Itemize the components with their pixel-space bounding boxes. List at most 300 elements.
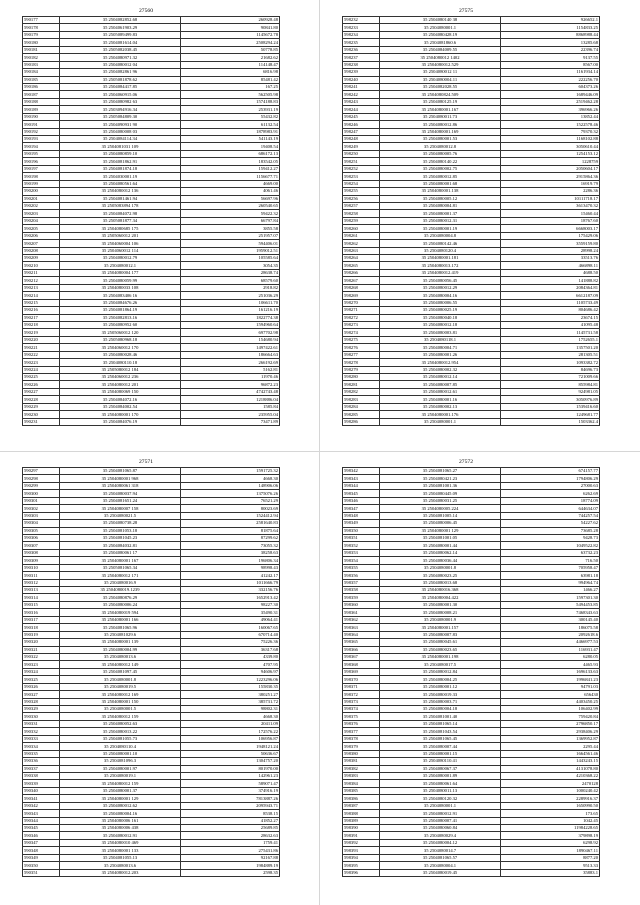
account-code-cell: 35 2504081065.87 <box>60 468 181 475</box>
table-row <box>343 646 600 653</box>
table-row <box>23 217 280 224</box>
row-id-cell: 598367 <box>343 653 380 660</box>
row-id-cell: 598396 <box>343 869 380 876</box>
account-code-cell: 35 2504060012 236 <box>60 374 181 381</box>
row-id-cell: 598384 <box>343 780 380 787</box>
row-id-cell: 590338 <box>23 772 60 779</box>
table-row <box>343 520 600 527</box>
amount-cell: 562505.98 <box>181 91 280 98</box>
table-row <box>343 691 600 698</box>
amount-cell: 1145731.58 <box>501 329 600 336</box>
account-code-cell: 35 2504080001 166 <box>60 616 181 623</box>
table-row <box>343 247 600 254</box>
row-id-cell: 598245 <box>343 113 380 120</box>
table-row <box>343 269 600 276</box>
ledger-table <box>22 16 280 426</box>
account-code-cell: 35 2504080012.91 <box>380 810 501 817</box>
account-code-cell: 35 2504080001.89 <box>380 772 501 779</box>
row-id-cell: 590186 <box>23 83 60 90</box>
account-code-cell: 35 2504081065.45 <box>380 735 501 742</box>
table-row <box>343 411 600 418</box>
amount-cell: 175429.06 <box>501 232 600 239</box>
table-row <box>23 631 280 638</box>
ledger-table <box>22 467 280 877</box>
row-id-cell: 598249 <box>343 143 380 150</box>
amount-cell: 41242.17 <box>181 572 280 579</box>
table-row <box>23 728 280 735</box>
account-code-cell: 35 2504080007.83 <box>380 631 501 638</box>
table-row <box>343 743 600 750</box>
amount-cell: 1145672.78 <box>181 31 280 38</box>
row-id-cell: 598358 <box>343 587 380 594</box>
account-code-cell: 35 2504084009.55 <box>380 46 501 53</box>
account-code-cell: 35 2504083406 16 <box>60 292 181 299</box>
amount-cell: 4688.50 <box>501 269 600 276</box>
amount-cell: 9137.55 <box>501 54 600 61</box>
amount-cell: 1652913.42 <box>181 594 280 601</box>
account-code-cell: 35 2504081045.23 <box>60 534 181 541</box>
table-row <box>343 720 600 727</box>
amount-cell: 6280.05 <box>501 653 600 660</box>
table-row <box>23 344 280 351</box>
row-id-cell: 598372 <box>343 691 380 698</box>
table-row <box>23 329 280 336</box>
row-id-cell: 590194 <box>23 143 60 150</box>
table-row <box>23 247 280 254</box>
amount-cell: 2519462.28 <box>501 98 600 105</box>
table-row <box>343 631 600 638</box>
account-code-cell: 35 2504080952 60 <box>60 321 181 328</box>
amount-cell: 73685.28 <box>501 527 600 534</box>
row-id-cell: 598232 <box>343 17 380 24</box>
table-row <box>343 403 600 410</box>
amount-cell: 4061.46 <box>181 188 280 195</box>
account-code-cell: 35 2504080012.84 <box>380 668 501 675</box>
row-id-cell: 598286 <box>343 418 380 425</box>
amount-cell: 4403450.25 <box>501 698 600 705</box>
table-row <box>343 128 600 135</box>
row-id-cell: 590196 <box>23 158 60 165</box>
table-row <box>23 557 280 564</box>
table-row <box>343 825 600 832</box>
row-id-cell: 598345 <box>343 490 380 497</box>
amount-cell: 4668.30 <box>181 713 280 720</box>
amount-cell: 1524412.94 <box>181 512 280 519</box>
page-title: 27560 <box>139 8 153 14</box>
table-row <box>343 787 600 794</box>
account-code-cell: 35 2504080012.29 <box>380 284 501 291</box>
account-code-cell: 35 2504080125.19 <box>380 98 501 105</box>
row-id-cell: 598258 <box>343 210 380 217</box>
row-id-cell: 598354 <box>343 557 380 564</box>
account-code-cell: 35 2504080069 150 <box>60 388 181 395</box>
table-row <box>343 307 600 314</box>
amount-cell: 98802.31 <box>181 706 280 713</box>
amount-cell: 68579.60 <box>181 277 280 284</box>
amount-cell: 11970.46 <box>181 374 280 381</box>
table-row <box>23 321 280 328</box>
amount-cell: 148906.06 <box>181 482 280 489</box>
account-code-cell: 35 2504080031.25 <box>380 497 501 504</box>
table-row <box>343 706 600 713</box>
amount-cell: 1223296.06 <box>181 676 280 683</box>
row-id-cell: 598362 <box>343 616 380 623</box>
table-row <box>343 698 600 705</box>
table-row <box>23 76 280 83</box>
table-row <box>23 113 280 120</box>
row-id-cell: 598383 <box>343 772 380 779</box>
account-code-cell: 35 2504080056.45 <box>380 277 501 284</box>
table-row <box>23 314 280 321</box>
row-id-cell: 598392 <box>343 839 380 846</box>
account-code-cell: 35 2504080029.4 <box>380 832 501 839</box>
row-id-cell: 590337 <box>23 765 60 772</box>
table-row <box>343 587 600 594</box>
table-row <box>23 624 280 631</box>
account-code-cell: 35 2504080140 38 <box>380 17 501 24</box>
table-row <box>343 482 600 489</box>
account-code-cell: 35 2504082852.68 <box>60 17 181 24</box>
row-id-cell: 590327 <box>23 691 60 698</box>
amount-cell: 161216.19 <box>181 307 280 314</box>
table-row <box>23 594 280 601</box>
row-id-cell: 590345 <box>23 825 60 832</box>
table-row <box>343 374 600 381</box>
ledger-page-bottom-left <box>22 457 278 877</box>
account-code-cell: 35 2504080013.68 <box>380 579 501 586</box>
row-id-cell: 598351 <box>343 534 380 541</box>
table-row <box>343 344 600 351</box>
table-row <box>343 173 600 180</box>
amount-cell: 4131078.80 <box>501 765 600 772</box>
table-row <box>343 683 600 690</box>
account-code-cell: 35 2504080040.18 <box>380 314 501 321</box>
row-id-cell: 598254 <box>343 180 380 187</box>
account-code-cell: 35 2504030001.19 <box>60 173 181 180</box>
table-row <box>23 299 280 306</box>
account-code-cell: 35 2504080118.1 <box>380 336 501 343</box>
row-id-cell: 598348 <box>343 512 380 519</box>
account-code-cell: 35 2505060012 120 <box>60 329 181 336</box>
amount-cell: 41095.48 <box>501 321 600 328</box>
amount-cell: 1503362.4 <box>501 418 600 425</box>
row-id-cell: 590315 <box>23 601 60 608</box>
row-id-cell: 598237 <box>343 54 380 61</box>
row-id-cell: 590219 <box>23 329 60 336</box>
amount-cell: 2470128 <box>501 780 600 787</box>
account-code-cell: 35 2504080001.157 <box>380 624 501 631</box>
account-code-cell: 35 2504080001.53 <box>380 136 501 143</box>
table-row <box>23 24 280 31</box>
row-id-cell: 598379 <box>343 743 380 750</box>
account-code-cell: 35 2504080012.1 <box>60 262 181 269</box>
amount-cell: 105585.64 <box>181 255 280 262</box>
table-row <box>343 534 600 541</box>
table-row <box>343 624 600 631</box>
table-row <box>23 17 280 24</box>
row-id-cell: 590304 <box>23 520 60 527</box>
amount-cell: 18767.60 <box>501 217 600 224</box>
table-row <box>343 202 600 209</box>
amount-cell: 1168102.88 <box>501 136 600 143</box>
row-id-cell: 590339 <box>23 780 60 787</box>
row-id-cell: 590297 <box>23 468 60 475</box>
amount-cell: 3855.58 <box>181 225 280 232</box>
amount-cell: 697702.98 <box>181 329 280 336</box>
row-id-cell: 590341 <box>23 795 60 802</box>
table-row <box>23 698 280 705</box>
table-row <box>23 468 280 475</box>
table-row <box>343 609 600 616</box>
amount-cell: 16919.79 <box>501 180 600 187</box>
table-row <box>23 388 280 395</box>
amount-cell: 2295.44 <box>501 743 600 750</box>
table-row <box>23 810 280 817</box>
amount-cell: 281305.51 <box>501 351 600 358</box>
row-id-cell: 590329 <box>23 706 60 713</box>
amount-cell: 28998.24 <box>501 247 600 254</box>
row-id-cell: 598281 <box>343 381 380 388</box>
table-row <box>343 839 600 846</box>
table-row <box>23 284 280 291</box>
amount-cell: 15460.44 <box>501 210 600 217</box>
amount-cell: 2286.36 <box>501 188 600 195</box>
row-id-cell: 590178 <box>23 24 60 31</box>
table-row <box>23 839 280 846</box>
row-id-cell: 590177 <box>23 17 60 24</box>
account-code-cell: 35 2504080045.61 <box>380 639 501 646</box>
row-id-cell: 590215 <box>23 299 60 306</box>
row-id-cell: 590328 <box>23 698 60 705</box>
amount-cell: 705958.47 <box>501 564 600 571</box>
table-row <box>23 668 280 675</box>
row-id-cell: 598366 <box>343 646 380 653</box>
account-code-cell: 35 2504080019 594 <box>60 609 181 616</box>
account-code-cell: 35 2504080001.138 <box>380 188 501 195</box>
table-row <box>343 106 600 113</box>
table-row <box>343 366 600 373</box>
table-row <box>343 292 600 299</box>
table-row <box>23 795 280 802</box>
account-code-cell: 35 2504080012 11 <box>380 69 501 76</box>
table-row <box>343 854 600 861</box>
amount-cell: 3050976.89 <box>501 396 600 403</box>
table-row <box>343 661 600 668</box>
row-id-cell: 590317 <box>23 616 60 623</box>
table-row <box>23 165 280 172</box>
table-row <box>23 520 280 527</box>
amount-cell: 1369952.87 <box>501 735 600 742</box>
row-id-cell: 598270 <box>343 299 380 306</box>
account-code-cell: 35 2504080004.8 <box>380 232 501 239</box>
table-row <box>343 136 600 143</box>
table-row <box>343 639 600 646</box>
table-row <box>343 579 600 586</box>
table-row <box>343 46 600 53</box>
account-code-cell: 35 2504080012.79 <box>60 255 181 262</box>
table-row <box>23 646 280 653</box>
table-row <box>23 46 280 53</box>
table-row <box>343 601 600 608</box>
account-code-cell: 35 2504080001.5 <box>60 706 181 713</box>
amount-cell: 28638.74 <box>181 269 280 276</box>
account-code-cell: 35 2504080001.198 <box>380 653 501 660</box>
amount-cell: 1000240.42 <box>501 787 600 794</box>
account-code-cell: 35 2504080006.24 <box>60 601 181 608</box>
row-id-cell: 590185 <box>23 76 60 83</box>
account-code-cell: 35 2504080004.12 <box>380 839 501 846</box>
amount-cell: 172576.22 <box>181 728 280 735</box>
table-row <box>343 676 600 683</box>
row-id-cell: 598373 <box>343 698 380 705</box>
amount-cell: 94791.03 <box>501 683 600 690</box>
amount-cell: 183542.05 <box>181 158 280 165</box>
row-id-cell: 590187 <box>23 91 60 98</box>
page-divider-vertical <box>319 0 320 905</box>
row-id-cell: 598268 <box>343 284 380 291</box>
amount-cell: 1049522.82 <box>501 542 600 549</box>
amount-cell: 2581640.83 <box>181 520 280 527</box>
table-row <box>343 277 600 284</box>
amount-cell: 8567.00 <box>501 61 600 68</box>
table-row <box>23 780 280 787</box>
page-title: 27575 <box>459 8 473 14</box>
amount-cell: 266192.69 <box>181 359 280 366</box>
account-code-cell: 35 2504080001.1 <box>380 802 501 809</box>
account-code-cell: 35 2504080859.10 <box>60 150 181 157</box>
amount-cell: 20411.09 <box>181 720 280 727</box>
amount-cell: 98998.43 <box>181 564 280 571</box>
amount-cell: 674157.77 <box>501 468 600 475</box>
table-row <box>23 83 280 90</box>
account-code-cell: 35 2504081055.73 <box>60 735 181 742</box>
row-id-cell: 598363 <box>343 624 380 631</box>
table-row <box>23 61 280 68</box>
account-code-cell: 35 2505083894 178 <box>60 202 181 209</box>
amount-cell: 1254153.12 <box>501 150 600 157</box>
table-row <box>23 616 280 623</box>
table-row <box>23 653 280 660</box>
row-id-cell: 598378 <box>343 735 380 742</box>
account-code-cell: 35 2504080005.224 <box>380 505 501 512</box>
row-id-cell: 598251 <box>343 158 380 165</box>
account-code-cell: 35 2504081651.24 <box>60 497 181 504</box>
table-row <box>23 188 280 195</box>
account-code-cell: 35 2504080011.13 <box>380 787 501 794</box>
row-id-cell: 590347 <box>23 839 60 846</box>
row-id-cell: 590340 <box>23 787 60 794</box>
row-id-cell: 590225 <box>23 374 60 381</box>
amount-cell: 275431.86 <box>181 847 280 854</box>
amount-cell: 1878983.91 <box>181 128 280 135</box>
amount-cell: 994964.74 <box>501 579 600 586</box>
account-code-cell: 35 2504080001 139 <box>60 639 181 646</box>
row-id-cell: 598356 <box>343 572 380 579</box>
table-row <box>23 683 280 690</box>
amount-cell: 76521.29 <box>181 497 280 504</box>
amount-cell: 142961.23 <box>181 772 280 779</box>
amount-cell: 8868988.44 <box>501 31 600 38</box>
table-row <box>23 225 280 232</box>
account-code-cell: 35 2504080012.8 <box>380 143 501 150</box>
amount-cell: 2289916.37 <box>501 795 600 802</box>
account-code-cell: 35 2504080017.5 <box>380 661 501 668</box>
table-row <box>23 381 280 388</box>
account-code-cell: 35 2505084809.30 <box>60 113 181 120</box>
row-id-cell: 598375 <box>343 713 380 720</box>
account-code-cell: 35 2504080033 108 <box>60 284 181 291</box>
table-row <box>23 411 280 418</box>
account-code-cell: 35 2504080011.73 <box>380 113 501 120</box>
amount-cell: 1890467.11 <box>501 847 600 854</box>
table-row <box>343 321 600 328</box>
table-row <box>23 359 280 366</box>
amount-cell: 4210368.22 <box>501 772 600 779</box>
table-row <box>343 653 600 660</box>
table-row <box>343 31 600 38</box>
amount-cell: 801970.00 <box>181 765 280 772</box>
row-id-cell: 590223 <box>23 359 60 366</box>
row-id-cell: 598280 <box>343 374 380 381</box>
row-id-cell: 590342 <box>23 802 60 809</box>
row-id-cell: 590307 <box>23 542 60 549</box>
row-id-cell: 598260 <box>343 225 380 232</box>
row-id-cell: 590331 <box>23 720 60 727</box>
table-row <box>343 336 600 343</box>
account-code-cell: 35 2504080824.509 <box>380 91 501 98</box>
amount-cell: 1154833.25 <box>501 24 600 31</box>
row-id-cell: 598342 <box>343 468 380 475</box>
account-code-cell: 35 2504080428.19 <box>380 31 501 38</box>
account-code-cell: 35 2504080012 149 <box>60 661 181 668</box>
row-id-cell: 598283 <box>343 396 380 403</box>
amount-cell: 2508294.24 <box>181 39 280 46</box>
amount-cell: 9513.33 <box>501 862 600 869</box>
account-code-cell: 35 2504084114.34 <box>60 136 181 143</box>
row-id-cell: 598381 <box>343 758 380 765</box>
amount-cell: 1522578.46 <box>501 121 600 128</box>
account-code-cell: 35 2504080005.76 <box>380 150 501 157</box>
row-id-cell: 598262 <box>343 240 380 247</box>
table-row <box>23 713 280 720</box>
amount-cell: 260928.48 <box>181 17 280 24</box>
account-code-cell: 35 2504080012 201 <box>60 381 181 388</box>
table-row <box>23 691 280 698</box>
table-row <box>23 173 280 180</box>
row-id-cell: 590197 <box>23 165 60 172</box>
row-id-cell: 598244 <box>343 106 380 113</box>
row-id-cell: 590180 <box>23 39 60 46</box>
table-row <box>343 314 600 321</box>
account-code-cell: 35 2504081031 109 <box>60 143 181 150</box>
account-code-cell: 35 2504080004.18 <box>380 706 501 713</box>
account-code-cell: 35 2504080971.32 <box>60 54 181 61</box>
amount-cell: 604373.26 <box>501 83 600 90</box>
account-code-cell: 35 2504080012 159 <box>60 780 181 787</box>
table-row <box>23 572 280 579</box>
account-code-cell: 35 2504080001 968 <box>60 475 181 482</box>
row-id-cell: 590305 <box>23 527 60 534</box>
account-code-cell: 35 2504081860.6 <box>380 39 501 46</box>
row-id-cell: 590212 <box>23 277 60 284</box>
amount-cell: 79370.32 <box>501 128 600 135</box>
table-row <box>23 706 280 713</box>
amount-cell: 2938406.29 <box>501 728 600 735</box>
account-code-cell: 35 2504080001.12 <box>380 683 501 690</box>
ledger-page-bottom-right <box>342 457 598 877</box>
amount-cell: 10111718.17 <box>501 195 600 202</box>
account-code-cell: 35 2504080016.9 <box>60 579 181 586</box>
